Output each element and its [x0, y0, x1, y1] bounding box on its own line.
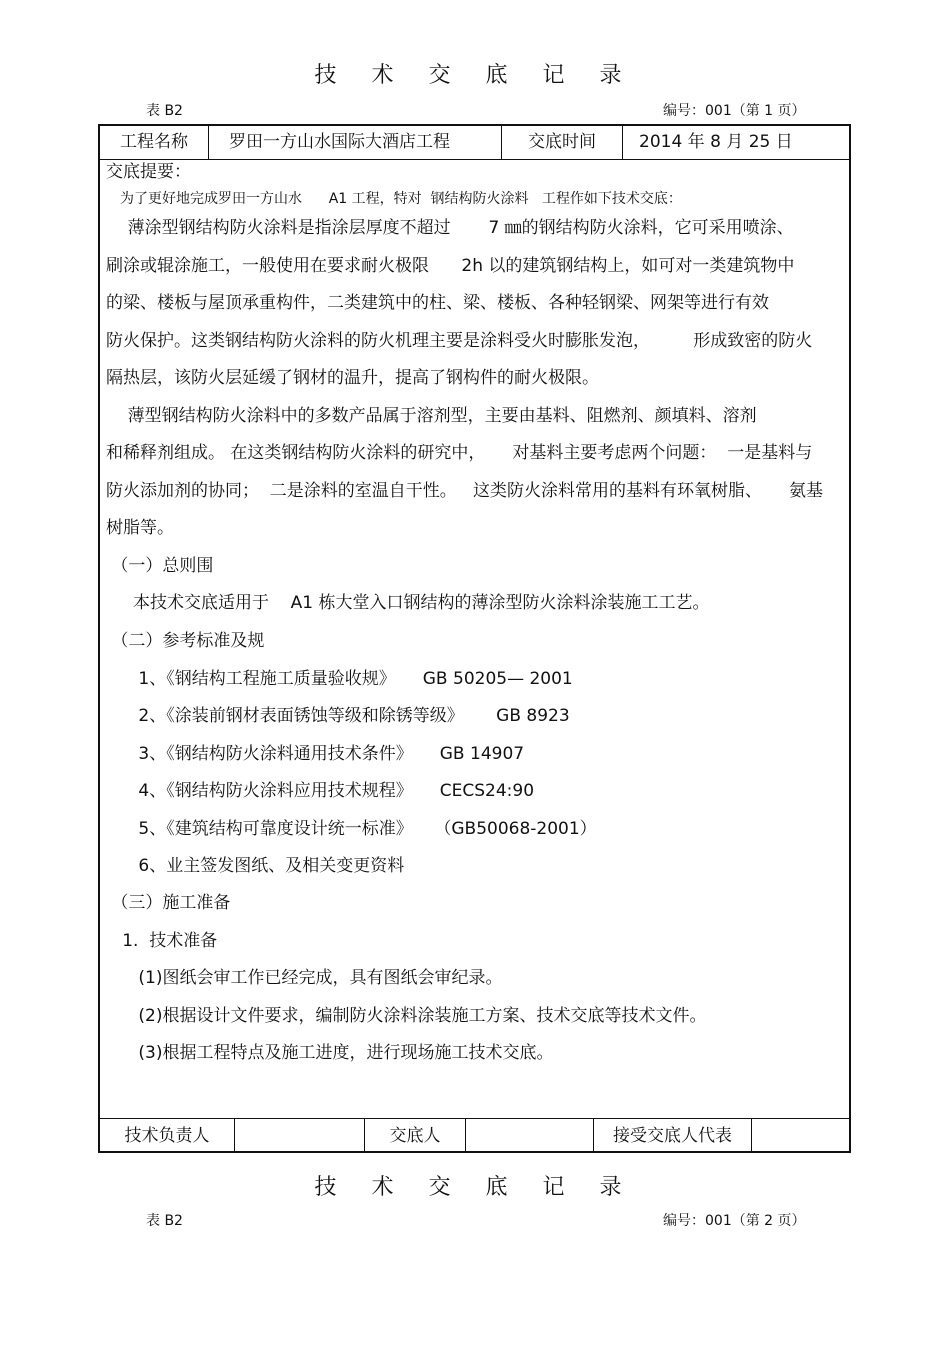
- serial-number: 编号：001（第 1 页）: [663, 103, 806, 119]
- body-line: 防火保护。这类钢结构防火涂料的防火机理主要是涂料受火时膨胀发泡， 形成致密的防火: [106, 331, 813, 351]
- intro-line: 为了更好地完成罗田一方山水 A1 工程，特对 钢结构防火涂料 工程作如下技术交底：: [120, 191, 682, 207]
- body-line: 薄涂型钢结构防火涂料是指涂层厚度不超过 7 ㎜的钢结构防火涂料，它可采用喷涂、: [106, 218, 794, 238]
- body-line: 刷涂或辊涂施工，一般使用在要求耐火极限 2h 以的建筑钢结构上，如可对一类建筑物中: [106, 256, 795, 276]
- list-item: 4、《钢结构防火涂料应用技术规程》 CECS24:90: [106, 781, 535, 801]
- section-heading: （三）施工准备: [106, 893, 231, 913]
- list-item: 3、《钢结构防火涂料通用技术条件》 GB 14907: [106, 744, 525, 764]
- body-line: 的梁、楼板与屋顶承重构件，二类建筑中的柱、梁、楼板、各种轻钢梁、网架等进行有效: [106, 293, 769, 313]
- list-item: 2、《涂装前钢材表面锈蚀等级和除锈等级》 GB 8923: [106, 706, 570, 726]
- tech-lead-label: 技术负责人: [124, 1126, 210, 1146]
- handover-time-value: 2014 年 8 月 25 日: [639, 132, 793, 152]
- summary-label: 交底提要：: [106, 162, 191, 182]
- project-name-label: 工程名称: [120, 132, 188, 152]
- receiver-label: 接受交底人代表: [613, 1126, 732, 1146]
- form-number: 表 B2: [146, 1213, 183, 1229]
- list-item: (2)根据设计文件要求，编制防火涂料涂装施工方案、技术交底等技术文件。: [106, 1006, 707, 1026]
- divider: [100, 159, 849, 160]
- body-line: 防火添加剂的协同； 二是涂料的室温自干性。 这类防火涂料常用的基料有环氧树脂、 氨基: [106, 481, 824, 501]
- body-line: 和稀释剂组成。 在这类钢结构防火涂料的研究中， 对基料主要考虑两个问题： 一是基料与: [106, 443, 813, 463]
- list-item: 1、《钢结构工程施工质量验收规》 GB 50205— 2001: [106, 669, 573, 689]
- section-heading: （二）参考标准及规: [106, 631, 265, 651]
- serial-number: 编号：001（第 2 页）: [663, 1213, 806, 1229]
- body-line: 本技术交底适用于 A1 栋大堂入口钢结构的薄涂型防火涂料涂装施工工艺。: [106, 593, 710, 613]
- page-title: 技 术 交 底 记 录: [314, 63, 636, 88]
- body-line: 薄型钢结构防火涂料中的多数产品属于溶剂型，主要由基料、阻燃剂、颜填料、溶剂: [106, 406, 757, 426]
- list-item: (1)图纸会审工作已经完成，具有图纸会审纪录。: [106, 968, 503, 988]
- subsection-heading: 1. 技术准备: [106, 931, 218, 951]
- list-item: 5、《建筑结构可靠度设计统一标准》 （GB50068-2001）: [106, 819, 597, 839]
- project-name-value: 罗田一方山水国际大酒店工程: [229, 132, 450, 152]
- presenter-label: 交底人: [389, 1126, 441, 1146]
- presenter-signature: [466, 1119, 593, 1153]
- record-table: [98, 124, 851, 1153]
- page-title: 技 术 交 底 记 录: [314, 1175, 636, 1200]
- tech-lead-signature: [235, 1119, 364, 1153]
- section-heading: （一）总则围: [106, 556, 214, 576]
- list-item: 6、业主签发图纸、及相关变更资料: [106, 856, 405, 876]
- body-line: 树脂等。: [106, 518, 174, 538]
- list-item: (3)根据工程特点及施工进度，进行现场施工技术交底。: [106, 1043, 554, 1063]
- form-number: 表 B2: [146, 103, 183, 119]
- receiver-signature: [752, 1119, 849, 1153]
- handover-time-label: 交底时间: [528, 132, 596, 152]
- body-line: 隔热层，该防火层延缓了钢材的温升，提高了钢构件的耐火极限。: [106, 368, 599, 388]
